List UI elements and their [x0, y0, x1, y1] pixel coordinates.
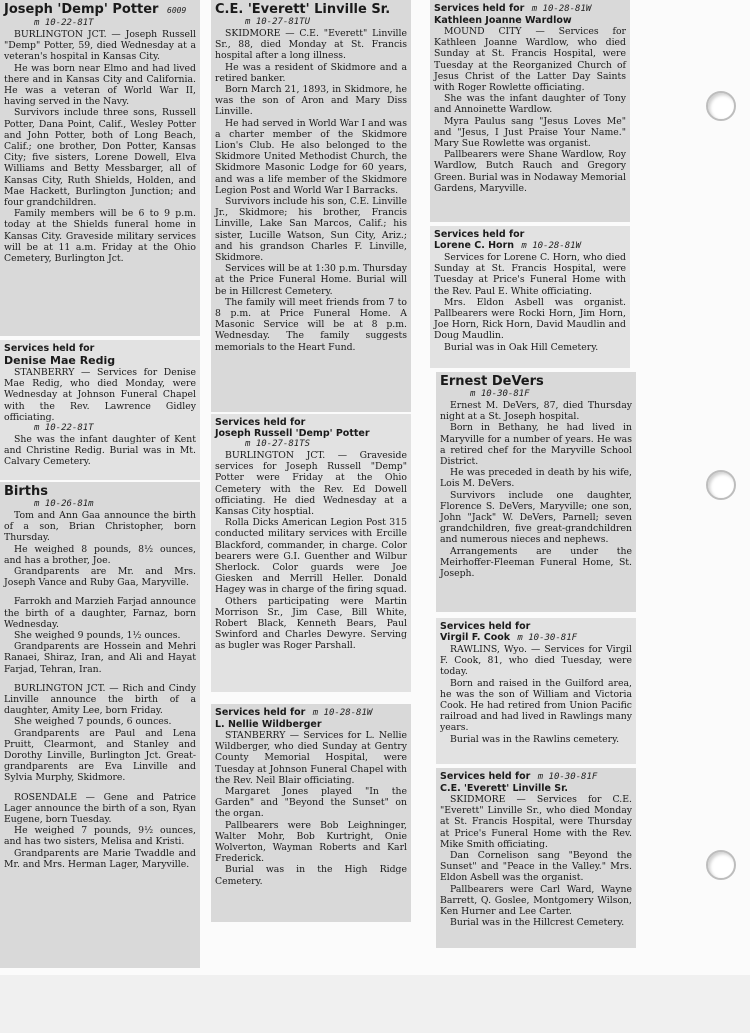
clipping-paragraph: Pallbearers were Carl Ward, Wayne Barrett, Q. Goslee, Montgomery Wilson, Ken Hurner and Lee Carter. [440, 883, 632, 918]
handwritten-number: 6009 [167, 6, 187, 15]
handwritten-date: m 10-30-81F [537, 772, 598, 782]
horn-services-clipping [430, 226, 630, 368]
clipping-paragraph: Mrs. Eldon Asbell was organist. Pallbearers were Rocki Horn, Jim Horn, Joe Horn, Rick Horn, David Maudlin and Doug Maudlin. [434, 296, 626, 342]
services-heading-label: Services held for [434, 229, 525, 240]
clipping-paragraph: Arrangements are under the Meirhoffer-Fleeman Funeral Home, St. Joseph. [440, 545, 632, 580]
handwritten-date: m 10-22-81T [34, 423, 94, 434]
services-heading-label: Services held for [440, 621, 531, 632]
deceased-name: C.E. 'Everett' Linville Sr. [440, 783, 569, 794]
clipping-paragraph: Pallbearers were Shane Wardlow, Roy Wardlow, Butch Rauch and Gregory Green. Burial was in Nodaway Memorial Gardens, Maryville. [434, 149, 626, 194]
deceased-name-text: Lorene C. Horn [434, 240, 515, 251]
potter-services-clipping [211, 414, 411, 692]
clipping-paragraph: Ernest M. DeVers, 87, died Thursday night at a St. Joseph hospital. [440, 400, 632, 423]
redig-services-clipping [0, 340, 200, 480]
binder-hole [706, 850, 736, 880]
clipping-paragraph: She weighed 7 pounds, 6 ounces. [14, 716, 172, 728]
wardlow-services-clipping [430, 0, 630, 222]
clipping-paragraph: ROSENDALE — Gene and Patrice Lager announce the birth of a son, Ryan Eugene, born Tuesday. [4, 791, 196, 826]
clipping-paragraph: Margaret Jones played "In the Garden" and "Beyond the Sunset" on the organ. [215, 786, 407, 820]
deceased-name [434, 240, 626, 252]
clipping-paragraph: Burial was in the Hillcrest Cemetery. [450, 917, 625, 929]
clipping-paragraph: He was a resident of Skidmore and a retired banker. [215, 61, 407, 84]
linville-services-clipping [436, 768, 636, 948]
handwritten-date: m 10-27-81TS [245, 439, 311, 449]
clipping-paragraph: He had served in World War I and was a charter member of the Skidmore Lion's Club. He also belonged to the Skidmore United Methodist Church, the Skidmore Masonic Lodge for 60 years, and was a life member of the Skidmore Legion Post and World War I Barracks. [215, 117, 407, 196]
clipping-paragraph: Rolla Dicks American Legion Post 315 conducted military services with Ercille Blackford, commander, in charge. Color bearers were G.I. Guenther and Wilbur Sherlock. Color guards were Joe Giesken and Merrill Heller. Donald Hagey was in charge of the firing squad. [215, 517, 407, 596]
clipping-paragraph: Born in Bethany, he had lived in Maryville for a number of years. He was a retired chef for the Maryville School District. [440, 422, 632, 468]
clipping-paragraph: Family members will be 6 to 9 p.m. today at the Shields funeral home in Kansas City. Graveside military services will be at 11 a.m. Friday at the Ohio Cemetery, Burlington Jct. [4, 208, 196, 265]
deceased-name: Denise Mae Redig [4, 354, 116, 367]
clipping-paragraph: Grandparents are Paul and Lena Pruitt, Clearmont, and Stanley and Dorothy Linville, Burlington Jct. Great-grandparents are Eva Linville and Sylvia Murphy, Skidmore. [4, 727, 196, 784]
clipping-paragraph: Survivors include one daughter, Florence S. DeVers, Maryville; one son, John "Jack" W. DeVers, Parnell; seven grandchildren, five great-grandchildren and numerous nieces and nephews. [440, 489, 632, 546]
clipping-paragraph: He weighed 8 pounds, 8½ ounces, and has a brother, Joe. [4, 543, 196, 566]
services-heading-label: Services held for [215, 417, 306, 428]
clipping-paragraph: The family will meet friends from 7 to 8 p.m. at Price Funeral Home. A Masonic Service will be at 8 p.m. Wednesday. The family suggests memorials to the Heart Fund. [215, 296, 407, 353]
page-background [0, 975, 750, 1033]
clipping-paragraph: She was the infant daughter of Tony and Annoinette Wardlow. [434, 93, 626, 116]
linville-obituary-clipping [211, 0, 411, 412]
clipping-paragraph: Pallbearers were Bob Leighninger, Walter Mohr, Bob Kurtright, Onie Wolverton, Wayman Roberts and Karl Frederick. [215, 819, 407, 865]
clipping-paragraph: BURLINGTON JCT. — Graveside services for Joseph Russell "Demp" Potter were Friday at the Ohio Cemetery with the Rev. Ed Dowell officiating. He died Wednesday at a Kansas City hosptial. [215, 450, 407, 518]
handwritten-date: m 10-27-81TU [245, 17, 311, 27]
clipping-paragraph: Survivors include three sons, Russell Potter, Dana Point, Calif., Wesley Potter and John Potter, both of Long Beach, Calif.; one brother, Don Potter, Kansas City; five sisters, Lorene Dowell, Elva Williams and Betty Messbarger, all of Kansas City, Ruth Shields, Holden, and Mae Hackett, Burlington Junction; and four grandchildren. [4, 107, 196, 209]
handwritten-date: m 10-28-81W [521, 241, 581, 251]
clipping-title-text: Joseph 'Demp' Potter [4, 2, 159, 17]
clipping-paragraph: SKIDMORE — Services for C.E. "Everett" Linville Sr., who died Monday at St. Francis Hospital, were Thursday at Price's Funeral Home with the Rev. Mike Smith officiating. [440, 794, 632, 850]
clipping-paragraph: Farrokh and Marzieh Farjad announce the birth of a daughter, Farnaz, born Wednesday. [4, 596, 196, 630]
wildberger-services-clipping [211, 704, 411, 922]
clipping-paragraph: Others participating were Martin Morrison Sr., Jim Case, Bill White, Robert Black, Kenneth Bears, Paul Swinford and Charles Dewyre. Serving as bugler was Roger Parshall. [215, 595, 407, 652]
clipping-paragraph: BURLINGTON JCT. — Joseph Russell "Demp" Potter, 59, died Wednesday at a veteran's hospital in Kansas City. [4, 29, 196, 63]
clipping-title: Births [4, 484, 48, 499]
services-heading-text: Services held for [440, 771, 531, 782]
births-clipping [0, 482, 200, 968]
deceased-name [440, 632, 632, 644]
clipping-paragraph: STANBERRY — Services for L. Nellie Wildberger, who died Sunday at Gentry County Memorial Hospital, were Tuesday at Johnson Funeral Chapel with the Rev. Neil Blair officiating. [215, 730, 407, 786]
clipping-paragraph: She weighed 9 pounds, 1½ ounces. [14, 630, 181, 642]
clipping-title: Ernest DeVers [440, 374, 544, 389]
clipping-paragraph: Grandparents are Hossein and Mehri Ranaei, Shiraz, Iran, and Ali and Hayat Farjad, Tehran, Iran. [4, 641, 196, 675]
potter-obituary-clipping [0, 0, 200, 336]
cook-services-clipping [436, 618, 636, 764]
clipping-paragraph: Grandparents are Mr. and Mrs. Joseph Vance and Ruby Gaa, Maryville. [4, 566, 196, 589]
deceased-name: Joseph Russell 'Demp' Potter [215, 428, 370, 439]
services-heading-text: Services held for [215, 707, 306, 718]
devers-obituary-clipping [436, 372, 636, 612]
clipping-paragraph: BURLINGTON JCT. — Rich and Cindy Linville announce the birth of a daughter, Amity Lee, born Friday. [4, 682, 196, 717]
clipping-paragraph: Burial was in Oak Hill Cemetery. [444, 341, 599, 353]
binder-hole [706, 470, 736, 500]
clipping-paragraph: Grandparents are Marie Twaddle and Mr. and Mrs. Herman Lager, Maryville. [4, 847, 196, 870]
clipping-paragraph: Tom and Ann Gaa announce the birth of a son, Brian Christopher, born Thursday. [4, 510, 196, 544]
handwritten-date: m 10-28-81W [531, 4, 592, 14]
clipping-paragraph: Myra Paulus sang "Jesus Loves Me" and "Jesus, I Just Praise Your Name." Mary Sue Rowlette was organist. [434, 115, 626, 150]
clipping-title: C.E. 'Everett' Linville Sr. [215, 2, 391, 17]
clipping-paragraph: RAWLINS, Wyo. — Services for Virgil F. Cook, 81, who died Tuesday, were today. [440, 644, 632, 678]
clipping-paragraph: Born March 21, 1893, in Skidmore, he was the son of Aron and Mary Diss Linville. [215, 84, 407, 118]
clipping-paragraph: Services for Lorene C. Horn, who died Sunday at St. Francis Hospital, were Tuesday at Price's Funeral Home with the Rev. Paul E. White officiating. [434, 252, 626, 297]
handwritten-date: m 10-30-81F [517, 633, 578, 643]
deceased-name: Kathleen Joanne Wardlow [434, 15, 572, 26]
services-heading-label [440, 771, 632, 783]
clipping-paragraph: He was born near Elmo and had lived there and in Kansas City and California. He was a veteran of World War II, having served in the Navy. [4, 62, 196, 108]
services-heading-label [215, 707, 407, 719]
clipping-paragraph: He weighed 7 pounds, 9½ ounces, and has two sisters, Melisa and Kristi. [4, 825, 196, 848]
clipping-title [4, 3, 196, 18]
clipping-paragraph: Survivors include his son, C.E. Linville Jr., Skidmore; his brother, Francis Linville, Lake San Marcos, Calif.; his sister, Lucille Watson, Sun City, Ariz.; and his grandson Charles F. Linville, Skidmore. [215, 196, 407, 264]
binder-hole [706, 91, 736, 121]
services-heading-text: Services held for [434, 3, 525, 14]
clipping-paragraph: SKIDMORE — C.E. "Everett" Linville Sr., 88, died Monday at St. Francis hospital after a long illness. [215, 28, 407, 62]
clipping-paragraph: Dan Cornelison sang "Beyond the Sunset" and "Peace in the Valley." Mrs. Eldon Asbell was the organist. [440, 850, 632, 884]
clipping-paragraph: Services will be at 1:30 p.m. Thursday at the Price Funeral Home. Burial will be in Hillcrest Cemetery. [215, 263, 407, 297]
clipping-paragraph: Burial was in the High Ridge Cemetery. [215, 864, 407, 887]
services-heading-label: Services held for [4, 343, 95, 354]
handwritten-date: m 10-26-81m [34, 499, 94, 509]
handwritten-date: m 10-28-81W [312, 708, 373, 718]
clipping-paragraph: Born and raised in the Guilford area, he was the son of William and Victoria Cook. He had retired from Union Pacific railroad and had lived in Rawlings many years. [440, 677, 632, 734]
clipping-paragraph: MOUND CITY — Services for Kathleen Joanne Wardlow, who died Sunday at St. Francis Hospital, were Tuesday at the Reorganized Church of Jesus Christ of the Latter Day Saints with Roger Rowlette officiating. [434, 26, 626, 94]
clipping-paragraph: STANBERRY — Services for Denise Mae Redig, who died Monday, were Wednesday at Johnson Funeral Chapel with the Rev. Lawrence Gidley officiating. [4, 367, 196, 423]
handwritten-date: m 10-22-81T [34, 18, 94, 28]
clipping-paragraph: Burial was in the Rawlins cemetery. [450, 733, 620, 745]
handwritten-date: m 10-30-81F [470, 389, 530, 399]
services-heading-label [434, 3, 626, 15]
deceased-name: L. Nellie Wildberger [215, 719, 322, 730]
deceased-name-text: Virgil F. Cook [440, 632, 511, 643]
clipping-paragraph: She was the infant daughter of Kent and Christine Redig. Burial was in Mt. Calvary Cemetery. [4, 434, 196, 468]
clipping-paragraph: He was preceded in death by his wife, Lois M. DeVers. [440, 467, 632, 490]
